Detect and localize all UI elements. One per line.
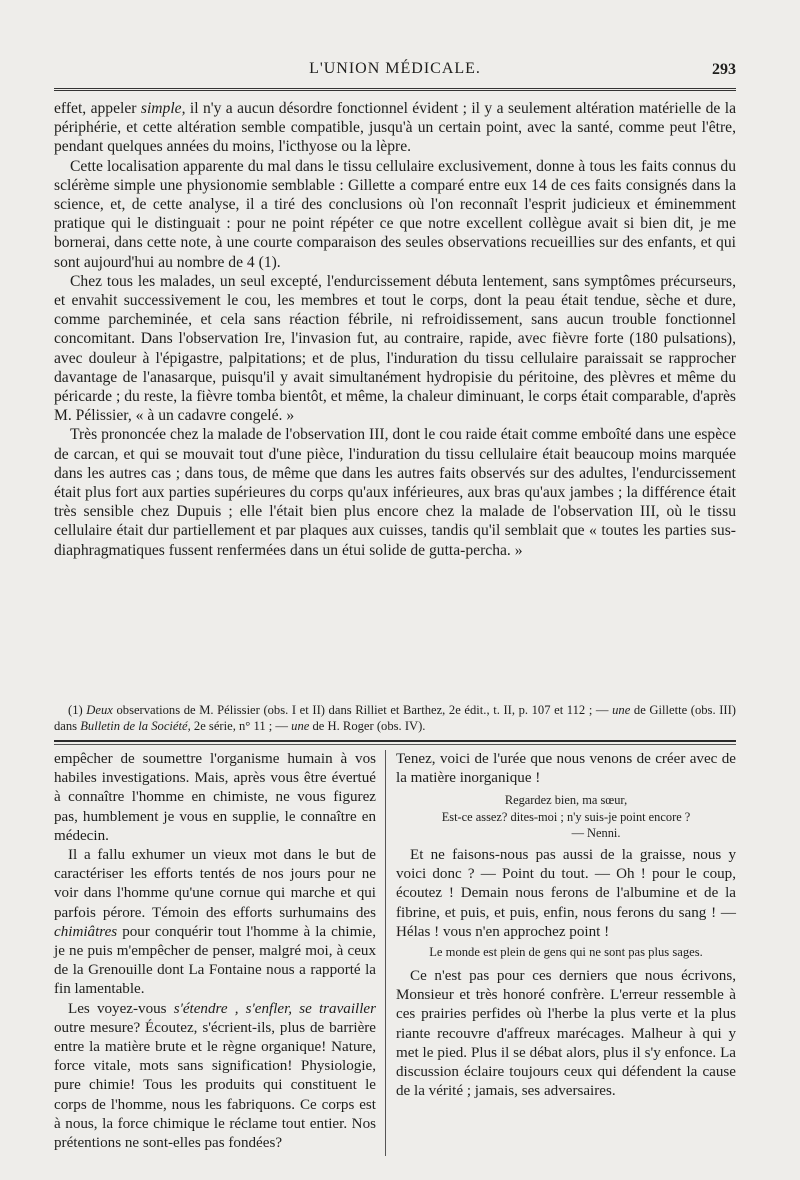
footnote-marker: (1) (68, 703, 83, 717)
italic-term: simple, (140, 100, 186, 117)
text-run: effet, appeler (54, 100, 141, 117)
text-run: pour conquérir tout l'homme à la chimie, je ne puis m'empêcher de penser, malgré moi, à ceux de la Grenouille dont La Fontaine nous a rapporté la fin lamentable. (54, 923, 376, 998)
text-run: il n'y a aucun désordre fonctionnel évident ; il y a seulement altération matérielle de la périphérie, et cette altération semble compatible, jusqu'à un certain point, avec la santé, comme peut l'être, pendant quelques années du moins, l'icthyose ou la lèpre. (54, 100, 737, 156)
italic-term: Deux (86, 703, 113, 717)
section-divider (54, 740, 736, 745)
header-rule (54, 88, 736, 91)
text-run: 2e série, n° 11 ; — (190, 719, 292, 733)
italic-term: une (612, 703, 631, 717)
paragraph (54, 99, 736, 157)
paragraph: Ce n'est pas pour ces derniers que nous écrivons, Monsieur et très honoré confrère. L'erreur ressemble à ces prairies perfides où l'herbe la plus verte et la plus riante recouvre d'affreux marécages. Malheur à qui y met le pied. Plus il se débat alors, plus il s'y enfonce. La discussion éclaire toujours ceux qui défendent la cause de la vérité ; jamais, ses adversaires. (396, 967, 736, 1100)
italic-term: s'étendre , s'enfler, se travailler (173, 1000, 377, 1017)
paragraph: Tenez, voici de l'urée que nous venons de créer avec de la matière inorganique ! (396, 751, 736, 787)
verse-line: Regardez bien, ma sœur, (504, 793, 628, 808)
paragraph (54, 846, 376, 1000)
main-article (54, 99, 736, 560)
running-title: L'UNION MÉDICALE. (309, 60, 481, 77)
left-column (54, 750, 376, 1153)
column-divider (385, 750, 386, 1156)
paragraph: Chez tous les malades, un seul excepté, l'endurcissement débuta lentement, sans symptômes précurseurs, et envahit successivement le cou, les membres et tout le corps, dont la peau était tendue, sèche et dure, comme parcheminée, et cela sans réaction fébrile, ni refroidissement, sans aucun trouble fonctionnel concomitant. Dans l'observation Ire, l'invasion fut, au contraire, rapide, avec fièvre forte (180 pulsations), avec douleur à l'épigastre, palpitations; et de plus, l'induration du tissu cellulaire paraissait se rapprocher davantage de l'anasarque, puisqu'il y avait simultanément hydropisie du péritoine, des plèvres et même du péricarde ; du reste, la fièvre tomba bientôt, et même, la chaleur diminuant, le corps était comparable, d'après M. Pélissier, « à un cadavre congelé. » (54, 272, 736, 425)
italic-term: chimiâtres (54, 923, 118, 940)
paragraph (54, 1000, 376, 1154)
text-run: observations de M. Pélissier (obs. I et II) dans Rilliet et Barthez, 2e édit., t. II, p. 107 et 112 ; — (112, 703, 613, 717)
verse-line: Est-ce assez? dites-moi ; n'y suis-je point encore ? (441, 809, 691, 824)
page-number: 293 (712, 61, 736, 78)
italic-term: une (291, 719, 310, 733)
paragraph: Cette localisation apparente du mal dans le tissu cellulaire exclusivement, donne à tous les faits connus du sclérème simple une physionomie semblable : Gillette a comparé entre eux 14 de ces faits consignés dans la science, et, de cette analyse, il a tiré des conclusions où l'on reconnaît l'esprit judicieux et éminemment pratique qui le distinguait : pour ne point répéter ce que notre excellent collègue avait si bien dit, je me bornerai, dans cette note, à une courte comparaison des seules observations recueillies sur des enfants, et qui sont aujourd'hui au nombre de 4 (1). (54, 157, 736, 271)
text-run: outre mesure? Écoutez, s'écrient-ils, plus de barrière entre la matière brute et le règne organique! Nature, force vitale, mots sans signification! Physiologie, pure chimie! Tous les produits qui constituent le corps de l'homme, nous les fabriquons. Ce corps est à nous, la force chimique le réclame tout entier. Nos prétentions ne sont-elles pas fondées? (54, 1019, 376, 1152)
page-header (54, 58, 736, 86)
feuilleton-columns (54, 750, 736, 1170)
footnote-text (54, 702, 736, 734)
italic-term: Bulletin de la Société, (80, 719, 191, 733)
verse-maxim: Le monde est plein de gens qui ne sont pas plus sages. (429, 944, 703, 959)
paragraph: Et ne faisons-nous pas aussi de la graisse, nous y voici donc ? — Point du tout. — Oh ! pour le coup, écoutez ! Demain nous ferons de l'albumine et de la fibrine, et puis, et puis, enfin, nous ferons du sang ! — Hélas ! vous n'en approchez point ! (396, 846, 736, 940)
right-column (396, 750, 736, 1101)
text-run: de H. Roger (obs. IV). (309, 719, 426, 733)
verse-line: — Nenni. (571, 826, 621, 841)
text-run: Les voyez-vous (68, 1000, 174, 1017)
text-run: de Gillette (obs. III) dans (54, 703, 736, 733)
verse-quote (396, 792, 736, 842)
text-run: Il a fallu exhumer un vieux mot dans le but de caractériser les efforts tentés de nos jours pour ne voir dans l'homme qu'une cornue qui marche et qui parfois pérore. Témoin des efforts surhumains des (54, 847, 376, 921)
footnote (54, 702, 736, 734)
paragraph: empêcher de soumettre l'organisme humain à vos habiles investigations. Mais, après vous être évertué à connaître l'homme en chimiste, ne vous figurez pas, humblement je vous en supplie, le connaître en médecin. (54, 751, 376, 844)
paragraph: Très prononcée chez la malade de l'observation III, dont le cou raide était comme emboîté dans une espèce de carcan, et qui se mouvait tout d'une pièce, l'induration du tissu cellulaire était beaucoup moins marquée dans les autres cas ; dans tous, de même que dans les autres faits observés sur des adultes, l'endurcissement était plus fort aux parties supérieures du corps qu'aux inférieures, aux bras qu'aux jambes ; la différence était très sensible chez Dupuis ; elle l'était bien plus encore chez la malade de l'observation III, où le tissu cellulaire était dur partiellement et par plaques aux cuisses, tandis qu'il semblait que « toutes les parties sus-diaphragmatiques fussent renfermées dans un étui solide de gutta-percha. » (54, 426, 736, 559)
